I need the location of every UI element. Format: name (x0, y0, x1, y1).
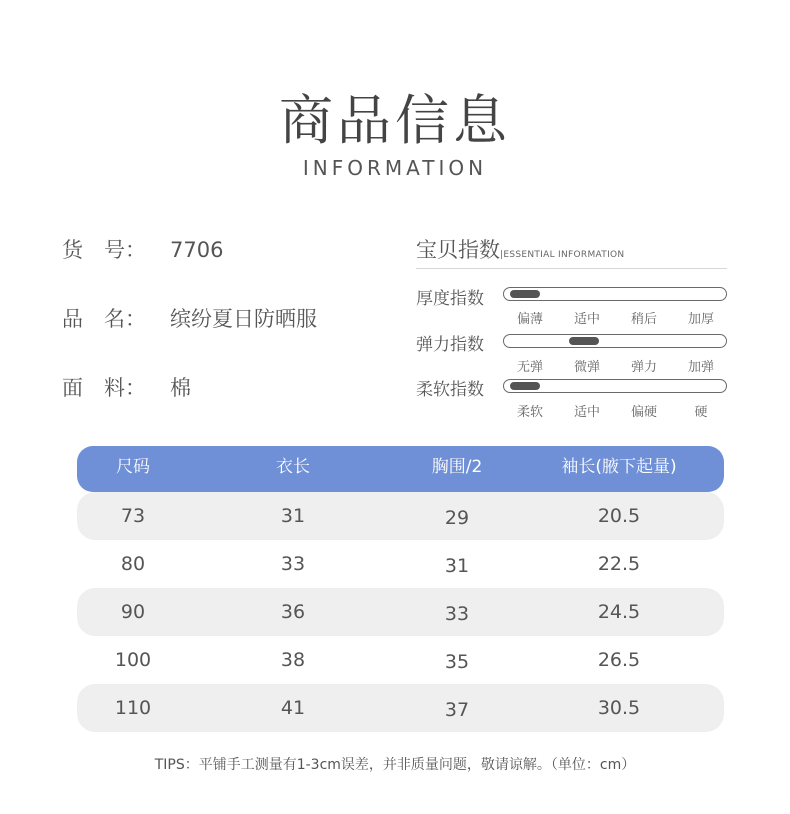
indicator-option: 偏薄 (516, 312, 543, 327)
info-value: 7706 (170, 238, 224, 262)
table-cell: 100 (114, 649, 152, 671)
info-label: 品 名： (62, 307, 146, 331)
indicator-option: 硬 (694, 405, 708, 420)
indicator-knob (510, 290, 540, 298)
table-cell: 31 (280, 505, 306, 527)
indicator-label: 厚度指数 (416, 289, 484, 309)
column-header: 衣长 (276, 457, 310, 477)
indicator-knob (569, 337, 599, 345)
table-row (77, 492, 724, 540)
column-header: 袖长(腋下起量) (561, 457, 677, 477)
tips-note: TIPS：平铺手工测量有1-3cm误差，并非质量问题，敬请谅解。（单位：cm） (154, 757, 636, 773)
divider (416, 268, 727, 269)
indicator-option: 适中 (573, 312, 600, 327)
indicator-option: 稍后 (630, 312, 657, 327)
indicator-option: 柔软 (516, 405, 543, 420)
indicator-option: 适中 (573, 405, 600, 420)
indicator-track (503, 334, 727, 348)
indicator-track (503, 287, 727, 301)
indicator-option: 加弹 (687, 360, 714, 375)
indicator-label: 柔软指数 (416, 380, 484, 400)
table-cell: 90 (120, 601, 146, 623)
column-header: 尺码 (116, 457, 150, 477)
table-cell: 36 (280, 601, 306, 623)
table-cell: 29 (444, 507, 470, 529)
size-table (77, 446, 724, 732)
info-label: 面 料： (62, 376, 146, 400)
table-cell: 110 (114, 697, 152, 719)
indicator-option: 弹力 (630, 360, 657, 375)
table-row (77, 684, 724, 732)
table-cell: 33 (444, 603, 470, 625)
table-cell: 37 (444, 699, 470, 721)
indicator-option: 无弹 (516, 360, 543, 375)
essential-subtitle: |ESSENTIAL INFORMATION (500, 250, 625, 260)
essential-title: 宝贝指数 (416, 238, 500, 262)
table-cell: 24.5 (597, 601, 641, 623)
indicator-knob (510, 382, 540, 390)
indicator-option: 加厚 (687, 312, 714, 327)
table-cell: 31 (444, 555, 470, 577)
info-item-name (62, 303, 317, 333)
table-cell: 22.5 (597, 553, 641, 575)
table-cell: 20.5 (597, 505, 641, 527)
table-header (77, 446, 724, 492)
table-cell: 73 (120, 505, 146, 527)
column-header: 胸围/2 (431, 457, 483, 477)
indicator-label: 弹力指数 (416, 335, 484, 355)
info-label: 货 号： (62, 238, 146, 262)
info-item-fabric (62, 372, 191, 402)
table-cell: 41 (280, 697, 306, 719)
table-cell: 38 (280, 649, 306, 671)
page-title: 商品信息 (279, 89, 511, 152)
info-value: 缤纷夏日防晒服 (170, 307, 317, 331)
table-cell: 33 (280, 553, 306, 575)
info-value: 棉 (170, 376, 191, 400)
table-cell: 35 (444, 651, 470, 673)
table-cell: 26.5 (597, 649, 641, 671)
table-cell: 80 (120, 553, 146, 575)
table-row (77, 540, 724, 588)
table-cell: 30.5 (597, 697, 641, 719)
table-row (77, 588, 724, 636)
indicator-track (503, 379, 727, 393)
page-subtitle: INFORMATION (302, 156, 488, 180)
table-row (77, 636, 724, 684)
indicator-option: 微弹 (573, 360, 600, 375)
essential-header (416, 234, 624, 264)
indicator-option: 偏硬 (630, 405, 657, 420)
info-item-sku (62, 234, 223, 264)
